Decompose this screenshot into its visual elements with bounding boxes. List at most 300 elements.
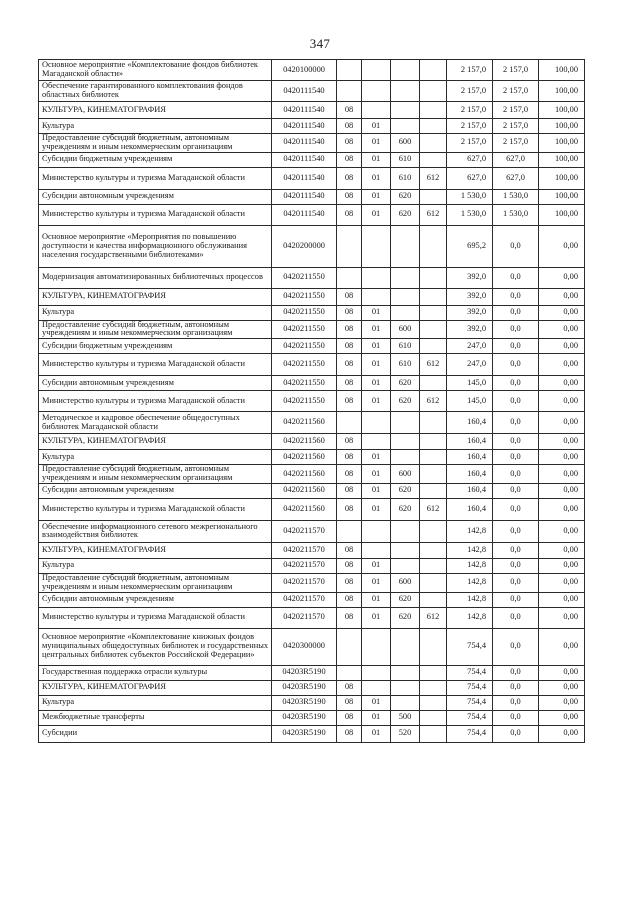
row-expense-type: 620 bbox=[391, 204, 420, 225]
row-csr-code: 0420211560 bbox=[272, 465, 337, 484]
row-expense-type bbox=[391, 119, 420, 134]
row-manager-code bbox=[420, 558, 447, 573]
row-manager-code bbox=[420, 152, 447, 167]
row-manager-code bbox=[420, 592, 447, 607]
row-name: Министерство культуры и туризма Магаданской области bbox=[39, 607, 272, 628]
row-csr-code: 0420111540 bbox=[272, 119, 337, 134]
table-row bbox=[39, 225, 585, 267]
row-csr-code: 04203R5190 bbox=[272, 695, 337, 710]
row-expense-type bbox=[391, 267, 420, 288]
row-expense-type bbox=[391, 665, 420, 680]
row-manager-code: 612 bbox=[420, 204, 447, 225]
row-execution-percent: 0,00 bbox=[539, 267, 585, 288]
row-manager-code: 612 bbox=[420, 354, 447, 376]
table-row bbox=[39, 354, 585, 376]
row-manager-code bbox=[420, 520, 447, 542]
row-name: КУЛЬТУРА, КИНЕМАТОГРАФИЯ bbox=[39, 288, 272, 305]
row-planned-amount: 2 157,0 bbox=[447, 102, 493, 119]
row-planned-amount: 247,0 bbox=[447, 354, 493, 376]
row-csr-code: 0420211570 bbox=[272, 520, 337, 542]
row-execution-percent: 0,00 bbox=[539, 710, 585, 725]
row-csr-code: 0420111540 bbox=[272, 102, 337, 119]
table-row bbox=[39, 167, 585, 189]
row-expense-type bbox=[391, 225, 420, 267]
row-csr-code: 0420211570 bbox=[272, 542, 337, 558]
row-actual-amount: 2 157,0 bbox=[493, 134, 539, 153]
row-csr-code: 0420111540 bbox=[272, 152, 337, 167]
row-name: Основное мероприятие «Комплектование фондов библиотек Магаданской области» bbox=[39, 60, 272, 81]
row-section-code: 08 bbox=[337, 542, 362, 558]
table-row bbox=[39, 391, 585, 412]
page-number: 347 bbox=[309, 36, 331, 51]
row-expense-type bbox=[391, 680, 420, 695]
row-csr-code: 04203R5190 bbox=[272, 710, 337, 725]
row-execution-percent: 0,00 bbox=[539, 520, 585, 542]
row-manager-code: 612 bbox=[420, 607, 447, 628]
row-section-code: 08 bbox=[337, 204, 362, 225]
table-row bbox=[39, 339, 585, 354]
row-expense-type bbox=[391, 305, 420, 320]
row-execution-percent: 0,00 bbox=[539, 573, 585, 592]
row-name: Предоставление субсидий бюджетным, автономным учреждениям и иным некоммерческим организациям bbox=[39, 134, 272, 153]
row-section-code: 08 bbox=[337, 167, 362, 189]
row-manager-code bbox=[420, 288, 447, 305]
row-actual-amount: 0,0 bbox=[493, 592, 539, 607]
row-section-code: 08 bbox=[337, 695, 362, 710]
row-name: Министерство культуры и туризма Магаданской области bbox=[39, 498, 272, 520]
row-expense-type: 500 bbox=[391, 710, 420, 725]
row-subsection-code: 01 bbox=[362, 119, 391, 134]
row-manager-code bbox=[420, 434, 447, 450]
row-name: Субсидии автономным учреждениям bbox=[39, 189, 272, 204]
row-expense-type: 620 bbox=[391, 391, 420, 412]
row-planned-amount: 392,0 bbox=[447, 288, 493, 305]
row-subsection-code bbox=[362, 60, 391, 81]
row-csr-code: 0420211560 bbox=[272, 450, 337, 465]
row-manager-code bbox=[420, 102, 447, 119]
table-row bbox=[39, 483, 585, 498]
row-manager-code: 612 bbox=[420, 391, 447, 412]
row-planned-amount: 160,4 bbox=[447, 498, 493, 520]
row-manager-code bbox=[420, 119, 447, 134]
row-actual-amount: 0,0 bbox=[493, 483, 539, 498]
row-name: Обеспечение информационного сетевого межрегионального взаимодействия библиотек bbox=[39, 520, 272, 542]
row-manager-code bbox=[420, 189, 447, 204]
row-expense-type bbox=[391, 102, 420, 119]
row-actual-amount: 0,0 bbox=[493, 267, 539, 288]
row-actual-amount: 0,0 bbox=[493, 628, 539, 665]
row-execution-percent: 100,00 bbox=[539, 102, 585, 119]
row-manager-code bbox=[420, 573, 447, 592]
row-subsection-code: 01 bbox=[362, 167, 391, 189]
row-subsection-code: 01 bbox=[362, 483, 391, 498]
row-planned-amount: 1 530,0 bbox=[447, 189, 493, 204]
row-execution-percent: 0,00 bbox=[539, 607, 585, 628]
row-planned-amount: 160,4 bbox=[447, 412, 493, 434]
row-subsection-code: 01 bbox=[362, 695, 391, 710]
row-actual-amount: 0,0 bbox=[493, 520, 539, 542]
row-section-code bbox=[337, 267, 362, 288]
row-name: Предоставление субсидий бюджетным, автономным учреждениям и иным некоммерческим организациям bbox=[39, 320, 272, 339]
row-planned-amount: 160,4 bbox=[447, 483, 493, 498]
row-csr-code: 04203R5190 bbox=[272, 665, 337, 680]
row-execution-percent: 0,00 bbox=[539, 665, 585, 680]
table-row bbox=[39, 573, 585, 592]
table-row bbox=[39, 152, 585, 167]
row-expense-type: 620 bbox=[391, 592, 420, 607]
row-planned-amount: 142,8 bbox=[447, 558, 493, 573]
row-name: Культура bbox=[39, 695, 272, 710]
table-row bbox=[39, 542, 585, 558]
row-manager-code bbox=[420, 134, 447, 153]
row-csr-code: 0420100000 bbox=[272, 60, 337, 81]
row-planned-amount: 2 157,0 bbox=[447, 119, 493, 134]
row-expense-type bbox=[391, 450, 420, 465]
row-actual-amount: 627,0 bbox=[493, 167, 539, 189]
row-planned-amount: 754,4 bbox=[447, 725, 493, 742]
row-section-code: 08 bbox=[337, 305, 362, 320]
row-subsection-code bbox=[362, 542, 391, 558]
row-section-code: 08 bbox=[337, 288, 362, 305]
row-actual-amount: 0,0 bbox=[493, 573, 539, 592]
row-csr-code: 0420111540 bbox=[272, 167, 337, 189]
row-execution-percent: 0,00 bbox=[539, 339, 585, 354]
row-actual-amount: 627,0 bbox=[493, 152, 539, 167]
row-csr-code: 0420111540 bbox=[272, 134, 337, 153]
row-actual-amount: 2 157,0 bbox=[493, 102, 539, 119]
row-planned-amount: 142,8 bbox=[447, 542, 493, 558]
row-manager-code bbox=[420, 450, 447, 465]
row-name: Министерство культуры и туризма Магаданской области bbox=[39, 167, 272, 189]
row-subsection-code: 01 bbox=[362, 592, 391, 607]
row-section-code: 08 bbox=[337, 680, 362, 695]
row-subsection-code bbox=[362, 520, 391, 542]
row-expense-type: 620 bbox=[391, 498, 420, 520]
row-section-code: 08 bbox=[337, 189, 362, 204]
row-execution-percent: 0,00 bbox=[539, 592, 585, 607]
row-csr-code: 0420211550 bbox=[272, 339, 337, 354]
row-execution-percent: 0,00 bbox=[539, 483, 585, 498]
row-planned-amount: 142,8 bbox=[447, 592, 493, 607]
table-row bbox=[39, 520, 585, 542]
row-actual-amount: 0,0 bbox=[493, 412, 539, 434]
row-manager-code bbox=[420, 680, 447, 695]
row-section-code: 08 bbox=[337, 119, 362, 134]
row-section-code: 08 bbox=[337, 592, 362, 607]
row-expense-type bbox=[391, 60, 420, 81]
row-subsection-code: 01 bbox=[362, 354, 391, 376]
row-planned-amount: 627,0 bbox=[447, 152, 493, 167]
row-csr-code: 0420211550 bbox=[272, 391, 337, 412]
row-actual-amount: 0,0 bbox=[493, 305, 539, 320]
row-execution-percent: 0,00 bbox=[539, 434, 585, 450]
row-execution-percent: 0,00 bbox=[539, 305, 585, 320]
row-csr-code: 0420211550 bbox=[272, 354, 337, 376]
row-expense-type bbox=[391, 520, 420, 542]
row-execution-percent: 100,00 bbox=[539, 81, 585, 102]
row-subsection-code bbox=[362, 434, 391, 450]
row-manager-code: 612 bbox=[420, 167, 447, 189]
row-execution-percent: 100,00 bbox=[539, 119, 585, 134]
table-row bbox=[39, 725, 585, 742]
row-csr-code: 0420111540 bbox=[272, 81, 337, 102]
row-csr-code: 04203R5190 bbox=[272, 680, 337, 695]
row-name: Субсидии бюджетным учреждениям bbox=[39, 152, 272, 167]
table-body bbox=[39, 60, 585, 743]
row-subsection-code bbox=[362, 267, 391, 288]
row-csr-code: 0420211560 bbox=[272, 498, 337, 520]
table-row bbox=[39, 680, 585, 695]
row-subsection-code: 01 bbox=[362, 134, 391, 153]
row-section-code: 08 bbox=[337, 710, 362, 725]
row-csr-code: 0420300000 bbox=[272, 628, 337, 665]
row-csr-code: 0420211570 bbox=[272, 558, 337, 573]
row-manager-code bbox=[420, 305, 447, 320]
row-subsection-code: 01 bbox=[362, 376, 391, 391]
row-execution-percent: 0,00 bbox=[539, 725, 585, 742]
row-planned-amount: 754,4 bbox=[447, 710, 493, 725]
row-execution-percent: 0,00 bbox=[539, 225, 585, 267]
row-section-code: 08 bbox=[337, 725, 362, 742]
row-planned-amount: 247,0 bbox=[447, 339, 493, 354]
row-subsection-code bbox=[362, 102, 391, 119]
row-expense-type: 610 bbox=[391, 152, 420, 167]
row-planned-amount: 2 157,0 bbox=[447, 81, 493, 102]
row-actual-amount: 0,0 bbox=[493, 450, 539, 465]
row-expense-type: 610 bbox=[391, 167, 420, 189]
row-actual-amount: 0,0 bbox=[493, 465, 539, 484]
table-row bbox=[39, 465, 585, 484]
row-expense-type: 520 bbox=[391, 725, 420, 742]
row-actual-amount: 0,0 bbox=[493, 725, 539, 742]
row-section-code: 08 bbox=[337, 434, 362, 450]
table-row bbox=[39, 450, 585, 465]
row-manager-code: 612 bbox=[420, 498, 447, 520]
row-planned-amount: 142,8 bbox=[447, 520, 493, 542]
row-actual-amount: 0,0 bbox=[493, 680, 539, 695]
table-row bbox=[39, 204, 585, 225]
row-manager-code bbox=[420, 542, 447, 558]
row-name: Министерство культуры и туризма Магаданской области bbox=[39, 354, 272, 376]
row-section-code bbox=[337, 81, 362, 102]
row-expense-type: 620 bbox=[391, 189, 420, 204]
row-expense-type: 600 bbox=[391, 573, 420, 592]
row-name: Культура bbox=[39, 450, 272, 465]
row-execution-percent: 100,00 bbox=[539, 167, 585, 189]
row-name: Министерство культуры и туризма Магаданской области bbox=[39, 391, 272, 412]
row-manager-code bbox=[420, 81, 447, 102]
row-manager-code bbox=[420, 725, 447, 742]
row-expense-type bbox=[391, 695, 420, 710]
row-execution-percent: 0,00 bbox=[539, 628, 585, 665]
table-row bbox=[39, 592, 585, 607]
row-section-code: 08 bbox=[337, 320, 362, 339]
row-section-code bbox=[337, 665, 362, 680]
row-name: Государственная поддержка отрасли культуры bbox=[39, 665, 272, 680]
row-manager-code bbox=[420, 412, 447, 434]
row-name: Субсидии автономным учреждениям bbox=[39, 483, 272, 498]
row-execution-percent: 0,00 bbox=[539, 391, 585, 412]
row-name: КУЛЬТУРА, КИНЕМАТОГРАФИЯ bbox=[39, 434, 272, 450]
row-execution-percent: 0,00 bbox=[539, 450, 585, 465]
row-csr-code: 0420211560 bbox=[272, 483, 337, 498]
row-expense-type bbox=[391, 542, 420, 558]
row-planned-amount: 392,0 bbox=[447, 305, 493, 320]
table-row bbox=[39, 607, 585, 628]
row-expense-type: 610 bbox=[391, 339, 420, 354]
row-name: Министерство культуры и туризма Магаданской области bbox=[39, 204, 272, 225]
row-subsection-code: 01 bbox=[362, 339, 391, 354]
row-manager-code bbox=[420, 665, 447, 680]
row-subsection-code: 01 bbox=[362, 189, 391, 204]
row-planned-amount: 754,4 bbox=[447, 695, 493, 710]
row-execution-percent: 0,00 bbox=[539, 320, 585, 339]
row-expense-type: 610 bbox=[391, 354, 420, 376]
row-name: Культура bbox=[39, 305, 272, 320]
row-execution-percent: 0,00 bbox=[539, 542, 585, 558]
table-row bbox=[39, 267, 585, 288]
row-name: Обеспечение гарантированного комплектования фондов областных библиотек bbox=[39, 81, 272, 102]
row-name: Субсидии бюджетным учреждениям bbox=[39, 339, 272, 354]
row-actual-amount: 2 157,0 bbox=[493, 119, 539, 134]
table-row bbox=[39, 376, 585, 391]
row-actual-amount: 0,0 bbox=[493, 288, 539, 305]
row-execution-percent: 0,00 bbox=[539, 680, 585, 695]
row-actual-amount: 0,0 bbox=[493, 391, 539, 412]
row-subsection-code: 01 bbox=[362, 320, 391, 339]
row-name: Культура bbox=[39, 558, 272, 573]
row-subsection-code bbox=[362, 680, 391, 695]
row-manager-code bbox=[420, 320, 447, 339]
row-actual-amount: 0,0 bbox=[493, 542, 539, 558]
row-execution-percent: 0,00 bbox=[539, 558, 585, 573]
row-section-code: 08 bbox=[337, 102, 362, 119]
row-name: КУЛЬТУРА, КИНЕМАТОГРАФИЯ bbox=[39, 542, 272, 558]
table-row bbox=[39, 320, 585, 339]
row-actual-amount: 0,0 bbox=[493, 434, 539, 450]
row-subsection-code bbox=[362, 665, 391, 680]
row-planned-amount: 145,0 bbox=[447, 391, 493, 412]
row-subsection-code: 01 bbox=[362, 710, 391, 725]
row-csr-code: 0420211550 bbox=[272, 288, 337, 305]
row-csr-code: 0420211550 bbox=[272, 320, 337, 339]
row-actual-amount: 2 157,0 bbox=[493, 60, 539, 81]
row-subsection-code: 01 bbox=[362, 498, 391, 520]
row-expense-type bbox=[391, 288, 420, 305]
table-row bbox=[39, 665, 585, 680]
row-planned-amount: 1 530,0 bbox=[447, 204, 493, 225]
row-planned-amount: 160,4 bbox=[447, 434, 493, 450]
row-subsection-code: 01 bbox=[362, 558, 391, 573]
row-manager-code bbox=[420, 695, 447, 710]
table-row bbox=[39, 60, 585, 81]
row-section-code bbox=[337, 412, 362, 434]
row-execution-percent: 0,00 bbox=[539, 354, 585, 376]
row-actual-amount: 1 530,0 bbox=[493, 189, 539, 204]
row-planned-amount: 392,0 bbox=[447, 320, 493, 339]
row-manager-code bbox=[420, 60, 447, 81]
row-subsection-code bbox=[362, 225, 391, 267]
row-csr-code: 0420211570 bbox=[272, 607, 337, 628]
row-subsection-code: 01 bbox=[362, 450, 391, 465]
row-manager-code bbox=[420, 267, 447, 288]
row-name: Субсидии автономным учреждениям bbox=[39, 376, 272, 391]
table-row bbox=[39, 81, 585, 102]
table-row bbox=[39, 434, 585, 450]
row-execution-percent: 0,00 bbox=[539, 412, 585, 434]
table-row bbox=[39, 412, 585, 434]
row-expense-type bbox=[391, 81, 420, 102]
table-row bbox=[39, 628, 585, 665]
row-planned-amount: 160,4 bbox=[447, 450, 493, 465]
row-actual-amount: 0,0 bbox=[493, 558, 539, 573]
row-name: Культура bbox=[39, 119, 272, 134]
row-planned-amount: 695,2 bbox=[447, 225, 493, 267]
row-expense-type: 600 bbox=[391, 134, 420, 153]
table-row bbox=[39, 134, 585, 153]
row-csr-code: 0420211560 bbox=[272, 412, 337, 434]
row-actual-amount: 1 530,0 bbox=[493, 204, 539, 225]
row-expense-type bbox=[391, 628, 420, 665]
row-execution-percent: 0,00 bbox=[539, 498, 585, 520]
row-planned-amount: 142,8 bbox=[447, 607, 493, 628]
row-name: Методическое и кадровое обеспечение общедоступных библиотек Магаданской области bbox=[39, 412, 272, 434]
row-planned-amount: 2 157,0 bbox=[447, 134, 493, 153]
row-planned-amount: 142,8 bbox=[447, 573, 493, 592]
row-planned-amount: 627,0 bbox=[447, 167, 493, 189]
budget-table bbox=[38, 59, 585, 743]
row-section-code: 08 bbox=[337, 152, 362, 167]
row-csr-code: 0420200000 bbox=[272, 225, 337, 267]
row-expense-type bbox=[391, 558, 420, 573]
row-name: Субсидии bbox=[39, 725, 272, 742]
row-section-code: 08 bbox=[337, 134, 362, 153]
row-actual-amount: 0,0 bbox=[493, 498, 539, 520]
row-subsection-code: 01 bbox=[362, 725, 391, 742]
row-csr-code: 0420211570 bbox=[272, 592, 337, 607]
table-row bbox=[39, 189, 585, 204]
row-actual-amount: 2 157,0 bbox=[493, 81, 539, 102]
row-section-code bbox=[337, 628, 362, 665]
row-execution-percent: 100,00 bbox=[539, 134, 585, 153]
row-section-code: 08 bbox=[337, 573, 362, 592]
row-actual-amount: 0,0 bbox=[493, 376, 539, 391]
row-manager-code bbox=[420, 339, 447, 354]
row-subsection-code: 01 bbox=[362, 465, 391, 484]
row-manager-code bbox=[420, 628, 447, 665]
row-subsection-code bbox=[362, 288, 391, 305]
table-row bbox=[39, 498, 585, 520]
row-planned-amount: 145,0 bbox=[447, 376, 493, 391]
row-manager-code bbox=[420, 225, 447, 267]
row-section-code bbox=[337, 60, 362, 81]
row-actual-amount: 0,0 bbox=[493, 339, 539, 354]
row-actual-amount: 0,0 bbox=[493, 695, 539, 710]
row-section-code: 08 bbox=[337, 339, 362, 354]
row-manager-code bbox=[420, 483, 447, 498]
row-subsection-code: 01 bbox=[362, 305, 391, 320]
row-planned-amount: 754,4 bbox=[447, 680, 493, 695]
row-section-code bbox=[337, 225, 362, 267]
row-section-code: 08 bbox=[337, 354, 362, 376]
row-actual-amount: 0,0 bbox=[493, 354, 539, 376]
row-csr-code: 0420111540 bbox=[272, 189, 337, 204]
row-subsection-code: 01 bbox=[362, 152, 391, 167]
row-subsection-code bbox=[362, 81, 391, 102]
row-execution-percent: 100,00 bbox=[539, 152, 585, 167]
row-section-code: 08 bbox=[337, 558, 362, 573]
row-csr-code: 0420111540 bbox=[272, 204, 337, 225]
